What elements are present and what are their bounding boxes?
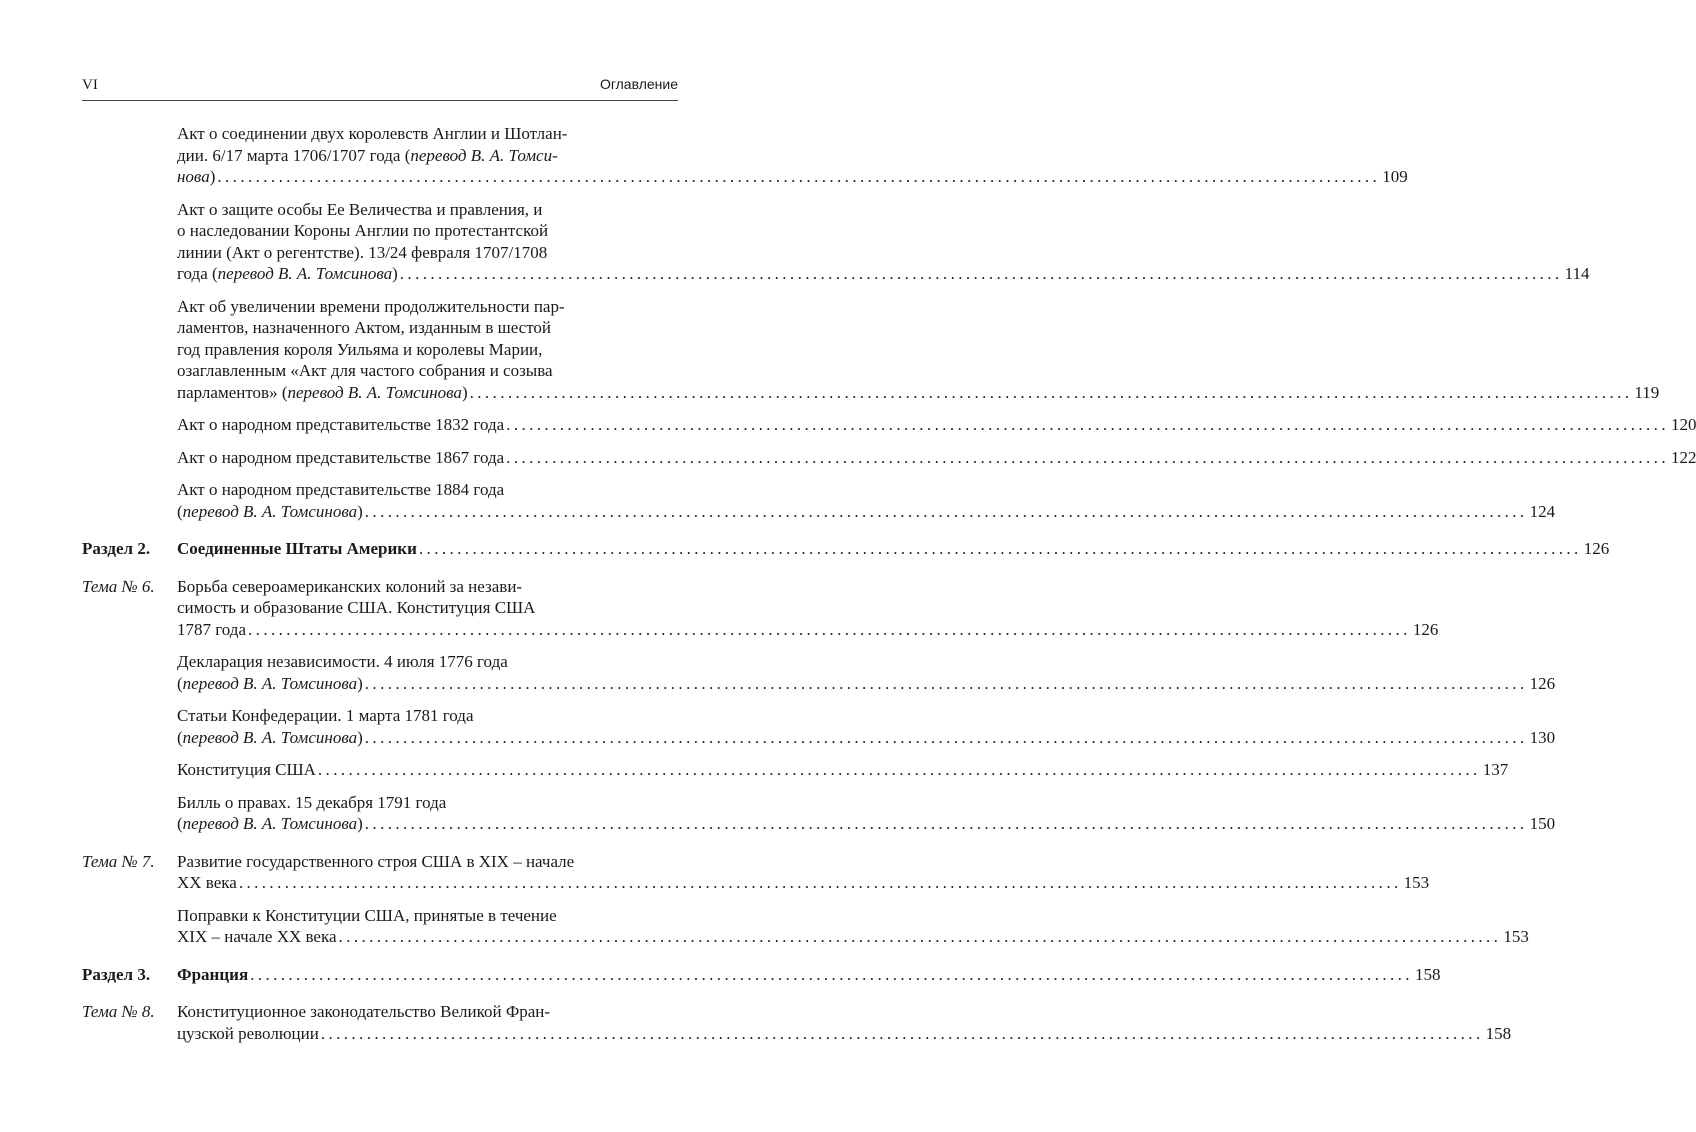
toc-page-number: 126 [1583,539,1610,558]
toc-entry-text [177,576,1438,641]
dot-leader [248,619,1411,641]
toc-page-number: 109 [1382,167,1408,186]
translator-credit: перевод В. А. Томсинова [182,727,358,747]
toc-line: дии. 6/17 марта 1706/1707 года (перевод В. А. Томси- [177,145,558,165]
toc-page-number: 137 [1482,760,1509,779]
toc-page-number: 126 [1412,619,1439,639]
toc-line: XX века [177,873,237,892]
toc-page-number: 130 [1529,727,1556,747]
toc-page-number: 158 [1485,1023,1512,1043]
toc-line: о наследовании Короны Англии по протестантской [177,221,549,240]
toc-entry-text [177,199,1589,285]
toc-entry-text [177,414,1696,436]
topic-label: Тема № 7. [82,851,155,871]
dot-leader [365,673,1528,695]
section-title: Соединенные Штаты Америки [177,539,417,558]
toc-page-number: 158 [1414,964,1441,984]
book-page [82,76,1696,1044]
toc-line: Поправки к Конституции США, принятые в течение [177,905,557,925]
toc-entry [82,705,1556,748]
translator-credit: перевод В. А. Томсинова [287,382,462,402]
toc-line: (перевод В. А. Томсинова) [177,727,363,747]
toc-last-line [177,447,1696,469]
toc-last-line [177,263,1589,285]
toc-line: Акт о народном представительстве 1884 года [177,480,505,499]
toc-line: Конституционное законодательство Великой Фран- [177,1002,551,1021]
toc-section-entry [82,538,1610,560]
toc-entry-text [177,851,1429,894]
toc-entry [82,651,1556,694]
toc-line: нова) [177,167,216,186]
toc-last-line [177,501,1555,523]
toc-line: (перевод В. А. Томсинова) [177,814,363,833]
toc-entry-text [177,479,1555,522]
toc-topic-entry [82,576,1439,641]
toc-line: XIX – начале XX века [177,927,337,946]
translator-credit: перевод В. А. Томсинова [182,501,358,521]
toc-page-number: 150 [1529,814,1556,833]
toc-line: ламентов, назначенного Актом, изданным в шестой [177,318,552,337]
section-label: Раздел 3. [82,964,151,984]
toc-line: 1787 года [177,619,247,639]
dot-leader [321,1023,1484,1045]
toc-topic-entry [82,1001,1512,1044]
toc-page-number: 126 [1529,673,1556,693]
toc-line: симость и образование США. Конституция США [177,598,536,617]
toc-line: Акт о народном представительстве 1867 года [177,447,505,467]
toc-line: Акт о народном представительстве 1832 года [177,415,505,434]
dot-leader [365,813,1528,835]
translator-credit: перевод В. А. Томси- [410,145,558,165]
toc-page-number: 124 [1529,501,1556,521]
toc-entry-text [177,123,1408,188]
toc-entry-text [177,651,1555,694]
toc-entry-text [177,538,1609,560]
dot-leader [419,538,1582,560]
toc-last-line [177,619,1438,641]
dot-leader [400,263,1563,285]
toc-entry-text [177,792,1555,835]
toc-page-number: 153 [1503,927,1529,946]
toc-page-number: 122 [1670,447,1696,467]
toc-entry-text [177,1001,1511,1044]
dot-leader [365,727,1528,749]
toc-entry [82,905,1529,948]
toc-line: Конституция США [177,760,316,779]
toc-line: парламентов» (перевод В. А. Томсинова) [177,382,468,402]
toc-line: год правления короля Уильяма и королевы Марии, [177,339,543,359]
toc-line: Акт о соединении двух королевств Англии и Шотлан- [177,124,568,143]
toc-line: Декларация независимости. 4 июля 1776 года [177,652,508,671]
toc-line: Борьба североамериканских колоний за незави- [177,576,523,596]
toc-last-line [177,926,1529,948]
toc-entry-text [177,964,1440,986]
toc-entry-text [177,447,1696,469]
topic-label: Тема № 6. [82,576,155,596]
page-header [82,76,678,101]
toc-line: озаглавленным «Акт для частого собрания и созыва [177,361,553,380]
toc-last-line [177,759,1508,781]
toc-last-line [177,673,1555,695]
toc-entry [82,447,1696,469]
translator-credit: перевод В. А. Томсинова [217,264,393,283]
running-title: Оглавление [599,76,678,92]
table-of-contents [82,123,1696,1044]
dot-leader [470,382,1633,404]
toc-last-line [177,166,1408,188]
toc-line: Акт об увеличении времени продолжительности пар- [177,296,565,316]
toc-page-number: 120 [1670,415,1696,434]
toc-entry-text [177,759,1508,781]
dot-leader [250,964,1413,986]
toc-entry [82,296,1660,404]
toc-entry-text [177,296,1659,404]
toc-line: года (перевод В. А. Томсинова) [177,264,398,283]
toc-line: (перевод В. А. Томсинова) [177,673,363,693]
section-label: Раздел 2. [82,539,151,558]
dot-leader [506,447,1669,469]
toc-last-line [177,538,1609,560]
toc-entry [82,792,1556,835]
dot-leader [339,926,1502,948]
toc-entry [82,123,1408,188]
toc-last-line [177,414,1696,436]
dot-leader [506,414,1669,436]
toc-entry [82,759,1509,781]
toc-line: Акт о защите особы Ее Величества и правления, и [177,199,543,219]
translator-credit: перевод В. А. Томсинова [182,814,358,833]
toc-page-number: 153 [1403,873,1430,892]
toc-section-entry [82,964,1441,986]
toc-line: (перевод В. А. Томсинова) [177,501,363,521]
toc-last-line [177,872,1429,894]
toc-line: Развитие государственного строя США в XIX – начале [177,851,575,871]
dot-leader [239,872,1402,894]
toc-line: линии (Акт о регентстве). 13/24 февраля 1707/1708 [177,242,548,262]
toc-entry [82,199,1590,285]
toc-entry [82,479,1556,522]
toc-topic-entry [82,851,1430,894]
toc-line: Статьи Конфедерации. 1 марта 1781 года [177,706,474,725]
toc-line: цузской революции [177,1023,319,1043]
toc-line: Билль о правах. 15 декабря 1791 года [177,792,447,812]
topic-label: Тема № 8. [82,1002,155,1021]
section-title: Франция [177,964,249,984]
page-number: VI [82,77,98,93]
translator-credit: перевод В. А. Томсинова [182,673,358,693]
toc-entry-text [177,905,1529,948]
toc-page-number: 119 [1634,382,1660,402]
dot-leader [365,501,1528,523]
toc-entry-text [177,705,1555,748]
toc-last-line [177,727,1555,749]
toc-page-number: 114 [1564,264,1590,283]
toc-last-line [177,964,1440,986]
toc-entry [82,414,1696,436]
toc-last-line [177,382,1659,404]
dot-leader [217,166,1380,188]
toc-last-line [177,813,1555,835]
toc-last-line [177,1023,1511,1045]
translator-credit: нова [177,167,210,186]
dot-leader [318,759,1481,781]
